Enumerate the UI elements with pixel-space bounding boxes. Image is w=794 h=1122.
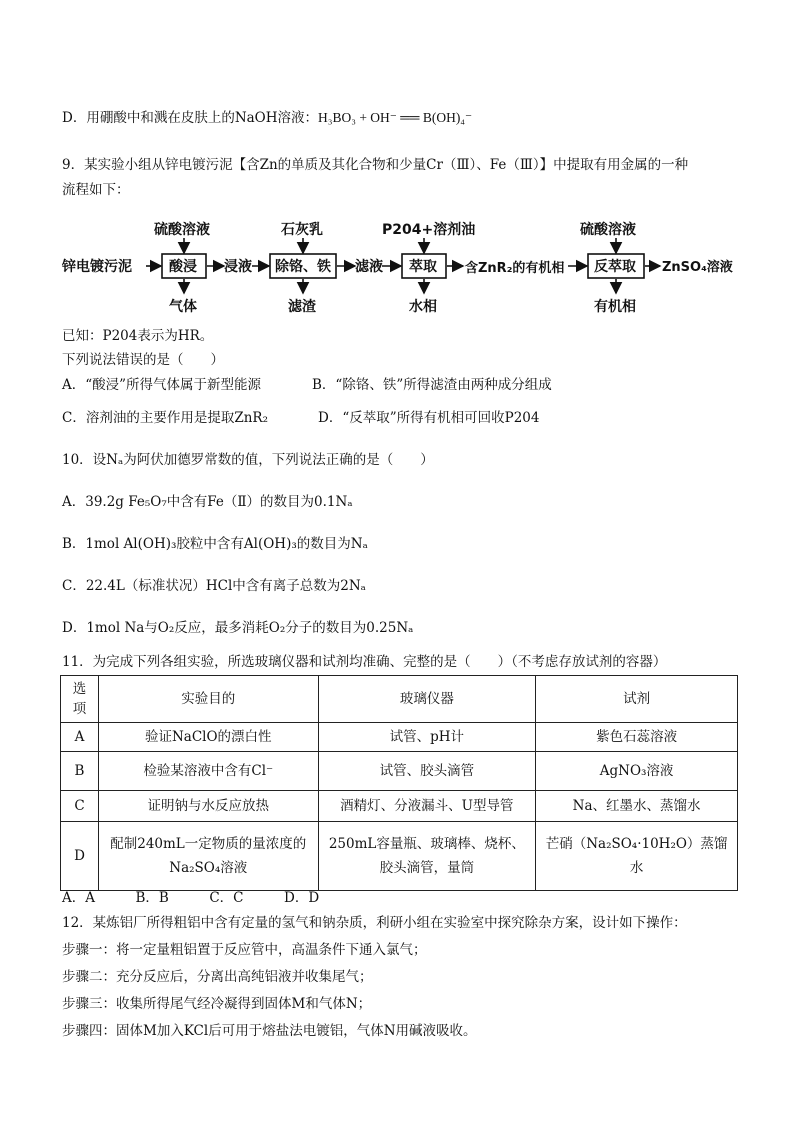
table-row	[61, 822, 738, 891]
table-cell: 试管、pH计	[318, 723, 536, 752]
experiment-table	[60, 675, 738, 891]
q12-step2: 步骤二：充分反应后，分离出高纯铝液并收集尾气；	[62, 969, 373, 985]
q10-stem: 10．设Nₐ为阿伏加德罗常数的值，下列说法正确的是（ ）	[62, 452, 434, 468]
table-cell: 配制240mL一定物质的量浓度的Na₂SO₄溶液	[98, 822, 318, 891]
table-cell: 检验某溶液中含有Cl⁻	[98, 752, 318, 791]
q12-step1: 步骤一：将一定量粗铝置于反应管中，高温条件下通入氯气；	[62, 942, 427, 958]
q9-option-a: A．“酸浸”所得气体属于新型能源	[62, 377, 262, 393]
q9-known: 已知：P204表示为HR。	[62, 328, 214, 344]
flow-reagent2: 石灰乳	[281, 222, 323, 238]
table-cell: Na、红墨水、蒸馏水	[536, 791, 738, 822]
table-header-row	[61, 676, 738, 723]
q12-step4: 步骤四：固体M加入KCl后可用于熔盐法电镀铝，气体N用碱液吸收。	[62, 1023, 477, 1039]
table-cell: C	[61, 791, 99, 822]
q9-option-b: B．“除铬、铁”所得滤渣由两种成分组成	[312, 377, 552, 393]
header-cell: 试剂	[536, 676, 738, 723]
table-cell: D	[61, 822, 99, 891]
table-cell: 酒精灯、分液漏斗、U型导管	[318, 791, 536, 822]
table-cell: 紫色石蕊溶液	[536, 723, 738, 752]
q12-step3: 步骤三：收集所得尾气经冷凝得到固体M和气体N；	[62, 996, 372, 1012]
flow-box2-label: 除铬、铁	[275, 259, 331, 275]
flow-mid2: 滤液	[355, 259, 383, 275]
flow-box4-label: 反萃取	[594, 259, 636, 275]
table-row	[61, 791, 738, 822]
flow-out1: 气体	[169, 299, 197, 315]
table-cell: AgNO₃溶液	[536, 752, 738, 791]
flow-end: ZnSO₄溶液	[662, 260, 733, 275]
q10-option-c: C．22.4L（标准状况）HCl中含有离子总数为2Nₐ	[62, 578, 366, 594]
q9-stem-line2: 流程如下：	[62, 182, 130, 198]
q9-option-d: D．“反萃取”所得有机相可回收P204	[318, 410, 540, 426]
flow-mid3: 含ZnR₂的有机相	[465, 261, 565, 276]
flow-mid1: 浸液	[224, 259, 252, 275]
header-cell: 实验目的	[98, 676, 318, 723]
flow-out4: 有机相	[594, 299, 636, 315]
table-row	[61, 723, 738, 752]
table-cell: 试管、胶头滴管	[318, 752, 536, 791]
flow-box1-label: 酸浸	[169, 259, 197, 275]
q9-stem-line1: 9．某实验小组从锌电镀污泥【含Zn的单质及其化合物和少量Cr（Ⅲ）、Fe（Ⅲ）】中提取有用金属的一种	[62, 157, 689, 173]
q10-option-d: D．1mol Na与O₂反应，最多消耗O₂分子的数目为0.25Nₐ	[62, 620, 414, 636]
table-cell: 证明钠与水反应放热	[98, 791, 318, 822]
flow-out2: 滤渣	[288, 299, 316, 315]
q8-formula: H₃BO₃ + OH⁻ ══ B(OH)₄⁻	[318, 110, 473, 125]
q9-option-c: C．溶剂油的主要作用是提取ZnR₂	[62, 410, 268, 426]
q10-option-b: B．1mol Al(OH)₃胶粒中含有Al(OH)₃的数目为Nₐ	[62, 536, 368, 552]
table-cell: 250mL容量瓶、玻璃棒、烧杯、胶头滴管，量筒	[318, 822, 536, 891]
q12-stem: 12．某炼铝厂所得粗铝中含有定量的氢气和钠杂质，利研小组在实验室中探究除杂方案，设计如下操作：	[62, 915, 687, 931]
table-row	[61, 752, 738, 791]
q10-option-a: A．39.2g Fe₅O₇中含有Fe（Ⅱ）的数目为0.1Nₐ	[62, 494, 353, 510]
flow-box3-label: 萃取	[409, 259, 437, 275]
table-cell: B	[61, 752, 99, 791]
q8-option-d: D．用硼酸中和溅在皮肤上的NaOH溶液：H₃BO₃ + OH⁻ ══ B(OH)₄⁻	[62, 110, 473, 126]
q9-ask: 下列说法错误的是（ ）	[62, 352, 224, 368]
flow-reagent4: 硫酸溶液	[580, 222, 636, 238]
header-cell: 选项	[61, 676, 99, 723]
table-cell: A	[61, 723, 99, 752]
header-cell: 玻璃仪器	[318, 676, 536, 723]
flow-reagent1: 硫酸溶液	[154, 222, 210, 238]
q11-choices: A．A B．B C．C D．D	[62, 890, 320, 906]
flow-reagent3: P204+溶剂油	[382, 222, 476, 238]
table-cell: 芒硝（Na₂SO₄·10H₂O）蒸馏水	[536, 822, 738, 891]
process-flow-diagram	[62, 212, 762, 322]
flow-start: 锌电镀污泥	[62, 259, 132, 275]
q11-stem: 11．为完成下列各组实验，所选玻璃仪器和试剂均准确、完整的是（ ）（不考虑存放试剂的容器）	[62, 654, 667, 670]
table-cell: 验证NaClO的漂白性	[98, 723, 318, 752]
flow-out3: 水相	[409, 299, 437, 315]
